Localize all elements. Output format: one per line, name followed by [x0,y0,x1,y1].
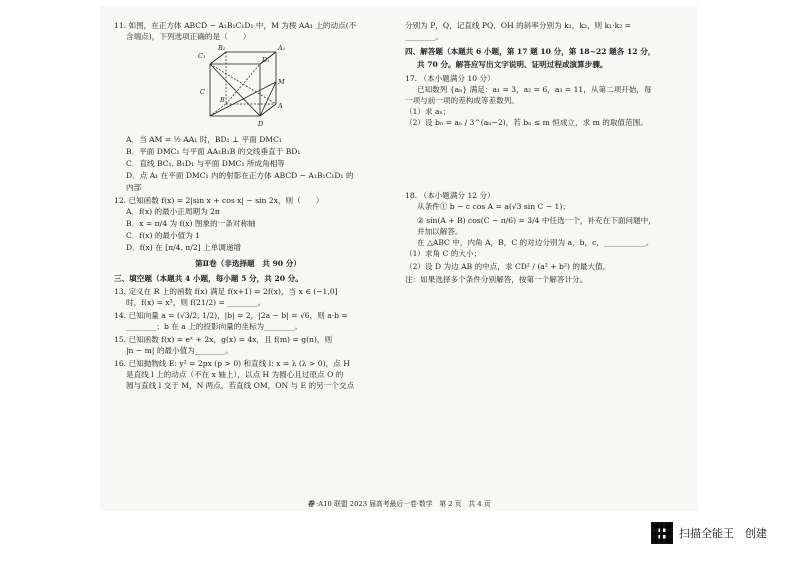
exam-page [100,6,698,511]
label-b: B [220,96,225,104]
sub-question-1: （1）求 aₙ； [405,107,451,116]
condition-2: ② sin(A + B) cos(C − π/6) = 3/4 中任选一个，补充在下面问题中， [417,216,656,225]
question-number: 18. [405,191,418,200]
scanner-watermark [651,520,767,546]
footer-text: ·A10 联盟 2023 届高考最后一卷·数学 第 2 页 共 4 页 [316,500,491,508]
question-line: 是直线 l 上的动点（不在 x 轴上），以点 H 为圆心且过原点 O 的 [126,370,344,379]
cube-figure [196,44,286,132]
question-number: 16. [114,359,127,368]
question-line: 圆与直线 l 交于 M，N 两点，若直线 OM，ON 与 E 的另一个交点 [126,381,355,390]
cube-diagram [196,44,286,132]
option-c: C．f(x) 的最小值为 1 [126,231,201,240]
brand-mark: 卷 [307,500,315,508]
question-16 [114,358,382,391]
label-a1: A₁ [278,44,286,52]
question-line: 已知函数 f(x) = eˣ + 2x，g(x) = 4x，且 f(m) = g(n)，则 [128,335,333,344]
label-m: M [278,78,285,86]
option-c: C．直线 BC₁, B₁D₁ 与平面 DMC₁ 所成角相等 [126,159,285,168]
label-c: C [200,88,205,96]
question-line: 已知数列 {aₙ} 满足：a₁ = 3，a₂ = 6，a₃ = 11，从第二项开始，每 [417,85,652,94]
question-number: 13. [114,287,127,296]
label-c1: C₁ [198,52,206,60]
qr-code-icon [651,522,673,544]
page-footer [100,498,698,508]
grading-note: 注：如果选择多个条件分别解答，按第一个解答计分。 [405,275,588,284]
section3-heading: 三、填空题（本题共 4 小题，每小题 5 分，共 20 分。 [114,274,303,283]
question-11 [114,20,382,193]
question-number: 14. [114,311,127,320]
option-d: D．f(x) 在 [π/4, π/2] 上单调递增 [126,243,242,252]
question-line: 定义在 R 上的函数 f(x) 满足 f(x+1) = 2f(x)，当 x ∈ (−1,0] [128,287,338,296]
question-line: 时，f(x) = x³，则 f(21/2) = ________。 [126,298,266,307]
question-line: |n − m| 的最小值为________。 [126,346,233,355]
question-17 [405,73,687,188]
sub-question-1: （1）求角 C 的大小； [405,249,482,258]
question-number: 11. [114,21,127,30]
question-number: 15. [114,335,127,344]
question-13 [114,286,382,308]
question-15 [114,334,382,356]
question-line: 一项与前一项的差构成等差数列。 [405,96,519,105]
option-b: B．平面 DMC₁ 与平面 AA₁B₁B 的交线垂直于 BD₁ [126,147,301,156]
option-b: B．x = π/4 为 f(x) 图象的一条对称轴 [126,219,256,228]
question-line: 已知向量 a = (√3/2, 1/2)，|b| = 2，|2a − b| = √6，则 a·b = [128,311,348,320]
option-d: D．点 A₁ 在平面 DMC₁ 内的射影在正方体 ABCD − A₁B₁C₁D₁ 的 [126,171,354,180]
answer-space [405,128,687,188]
option-d-cont: 内部 [126,183,142,192]
question-score: （本小题满分 10 分） [419,74,495,83]
part2-title: 第Ⅱ卷（非选择题 共 90 分） [195,259,301,268]
label-b1: B₁ [218,44,226,52]
question-stem: 已知函数 f(x) = 2|sin x + cos x| − sin 2x，则（ ） [128,196,324,205]
question-line: 分别为 P，Q，记直线 PQ，OH 的斜率分别为 k₁，k₂，则 k₁·k₂ = [405,21,632,30]
label-d: D [258,120,264,128]
question-score: （本小题满分 12 分） [419,191,495,200]
question-16-continued [405,20,687,42]
question-line: ________；b 在 a 上的投影向量的坐标为________。 [126,322,303,331]
watermark-text: 扫描全能王 创建 [679,527,767,540]
section4-heading: 四、解答题（本题共 6 小题，第 17 题 10 分，第 18~22 题各 12 分， [405,47,656,56]
question-18 [405,190,687,285]
sub-question-2: （2）设 bₙ = aₙ / 3^(aₙ−2)，若 bₙ ≤ m 恒成立，求 m 的取值范围。 [405,118,648,127]
question-number: 17. [405,74,418,83]
question-stem-cont: 含端点)，下列选项正确的是（ ） [126,32,251,41]
left-column [114,20,382,393]
label-d1: D₁ [262,56,270,64]
question-stem: 如图，在正方体 ABCD − A₁B₁C₁D₁ 中，M 为棱 AA₁ 上的动点(不 [128,21,357,30]
question-14 [114,310,382,332]
question-12 [114,195,382,253]
option-a: A．f(x) 的最小正周期为 2π [126,207,220,216]
condition-cont: 并加以解答。 [417,227,463,236]
condition-1: 从条件① b − c cos A = a(√3 sin C − 1)； [417,202,570,211]
option-a: A．当 AM = ½ AA₁ 时，BD₁ ⊥ 平面 DMC₁ [126,135,282,144]
sub-question-2: （2）设 D 为边 AB 的中点，求 CD² / (a² + b²) 的最大值。 [405,262,611,271]
question-number: 12. [114,196,127,205]
answer-blank: ________。 [405,32,443,41]
right-column [405,20,687,287]
question-line: 已知抛物线 E: y² = 2px (p > 0) 和直线 l: x = λ (λ > 0)，点 H [128,359,350,368]
question-stem: 在 △ABC 中，内角 A，B，C 的对边分别为 a，b，c，___________。 [417,238,654,247]
section4-heading-cont: 共 70 分。解答应写出文字说明、证明过程或演算步骤。 [417,60,608,69]
label-a: A [278,102,283,110]
